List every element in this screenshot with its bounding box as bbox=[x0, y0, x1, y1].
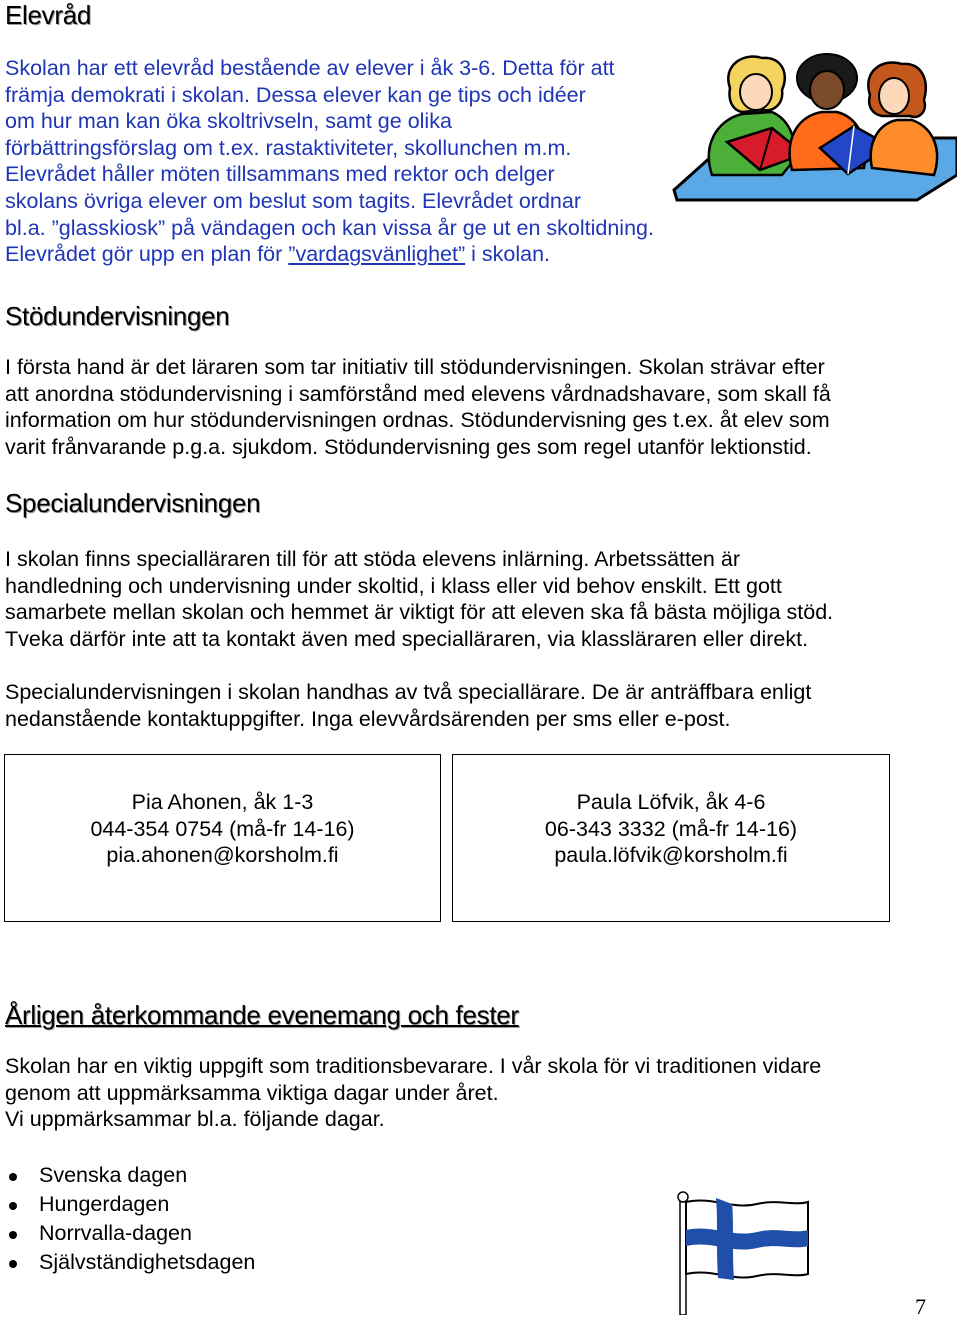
contact-name: Paula Löfvik, åk 4-6 bbox=[576, 790, 766, 814]
special-paragraph-2 bbox=[5, 679, 945, 732]
events-paragraph bbox=[5, 1053, 945, 1133]
special-line: I skolan finns specialläraren till för att stöda elevens inlärning. Arbetssätten är bbox=[5, 547, 740, 571]
elevrad-line: Elevrådet håller möten tillsammans med rektor och delger bbox=[5, 162, 555, 187]
special-line: Tveka därför inte att ta kontakt även med specialläraren, via klassläraren eller direkt. bbox=[5, 626, 809, 651]
contact-box-pia bbox=[4, 754, 441, 922]
elevrad-heading: Elevråd bbox=[5, 0, 92, 30]
stod-line: information om hur stödundervisningen ordnas. Stödundervisning ges t.ex. åt elev som bbox=[5, 408, 830, 433]
stod-line: I första hand är det läraren som tar initiativ till stödundervisningen. Skolan strävar efter bbox=[5, 355, 825, 379]
contact-phone: 044-354 0754 (må-fr 14-16) bbox=[90, 816, 355, 841]
special-line: samarbete mellan skolan och hemmet är viktigt för att eleven ska få bästa möjliga stöd. bbox=[5, 600, 834, 625]
finnish-flag-icon bbox=[672, 1190, 817, 1315]
events-line: Skolan har en viktig uppgift som traditionsbevarare. I vår skola för vi traditionen vidare bbox=[5, 1054, 822, 1078]
special-line: nedanstående kontaktuppgifter. Inga elevvårdsärenden per sms eller e-post. bbox=[5, 706, 731, 731]
stodundervisning-paragraph bbox=[5, 354, 945, 460]
list-item: Självständighetsdagen bbox=[5, 1248, 255, 1277]
contact-name: Pia Ahonen, åk 1-3 bbox=[131, 790, 314, 814]
stodundervisning-heading: Stödundervisningen bbox=[5, 301, 230, 331]
list-item: Hungerdagen bbox=[5, 1190, 255, 1219]
contact-phone: 06-343 3332 (må-fr 14-16) bbox=[544, 816, 798, 841]
specialundervisning-heading: Specialundervisningen bbox=[5, 488, 261, 518]
special-line: Specialundervisningen i skolan handhas av två speciallärare. De är anträffbara enligt bbox=[5, 680, 812, 704]
elevrad-line: Elevrådet gör upp en plan för ”vardagsvänlighet” i skolan. bbox=[5, 242, 551, 267]
days-list bbox=[5, 1161, 255, 1277]
elevrad-paragraph bbox=[5, 55, 735, 268]
elevrad-line: om hur man kan öka skoltrivseln, samt ge olika bbox=[5, 109, 452, 134]
contact-email[interactable]: paula.löfvik@korsholm.fi bbox=[554, 843, 788, 868]
events-line: Vi uppmärksammar bl.a. följande dagar. bbox=[5, 1107, 385, 1132]
contact-email[interactable]: pia.ahonen@korsholm.fi bbox=[106, 843, 339, 868]
events-line: genom att uppmärksamma viktiga dagar under året. bbox=[5, 1080, 499, 1105]
list-item: Svenska dagen bbox=[5, 1161, 255, 1190]
stod-line: att anordna stödundervisning i samförstånd med elevens vårdnadshavare, som skall få bbox=[5, 381, 831, 406]
events-heading: Årligen återkommande evenemang och fester bbox=[5, 1000, 519, 1030]
contact-box-paula bbox=[452, 754, 890, 922]
elevrad-line: främja demokrati i skolan. Dessa elever kan ge tips och idéer bbox=[5, 82, 586, 107]
stod-line: varit frånvarande p.g.a. sjukdom. Stödundervisning ges som regel utanför lektionstid. bbox=[5, 434, 812, 459]
elevrad-line: bl.a. ”glasskiosk” på vändagen och kan vissa år ge ut en skoltidning. bbox=[5, 215, 654, 240]
elevrad-line: förbättringsförslag om t.ex. rastaktiviteter, skollunchen m.m. bbox=[5, 135, 572, 160]
elevrad-line: Skolan har ett elevråd bestående av elever i åk 3-6. Detta för att bbox=[5, 56, 615, 80]
page-number: 7 bbox=[915, 1294, 926, 1319]
children-reading-clipart bbox=[672, 50, 957, 205]
vardagsvanlighet-link[interactable]: ”vardagsvänlighet” bbox=[288, 242, 466, 267]
special-line: handledning och undervisning under skoltid, i klass eller vid behov enskilt. Ett gott bbox=[5, 573, 782, 598]
special-paragraph-1 bbox=[5, 546, 945, 652]
list-item: Norrvalla-dagen bbox=[5, 1219, 255, 1248]
elevrad-line: skolans övriga elever om beslut som tagits. Elevrådet ordnar bbox=[5, 188, 581, 213]
